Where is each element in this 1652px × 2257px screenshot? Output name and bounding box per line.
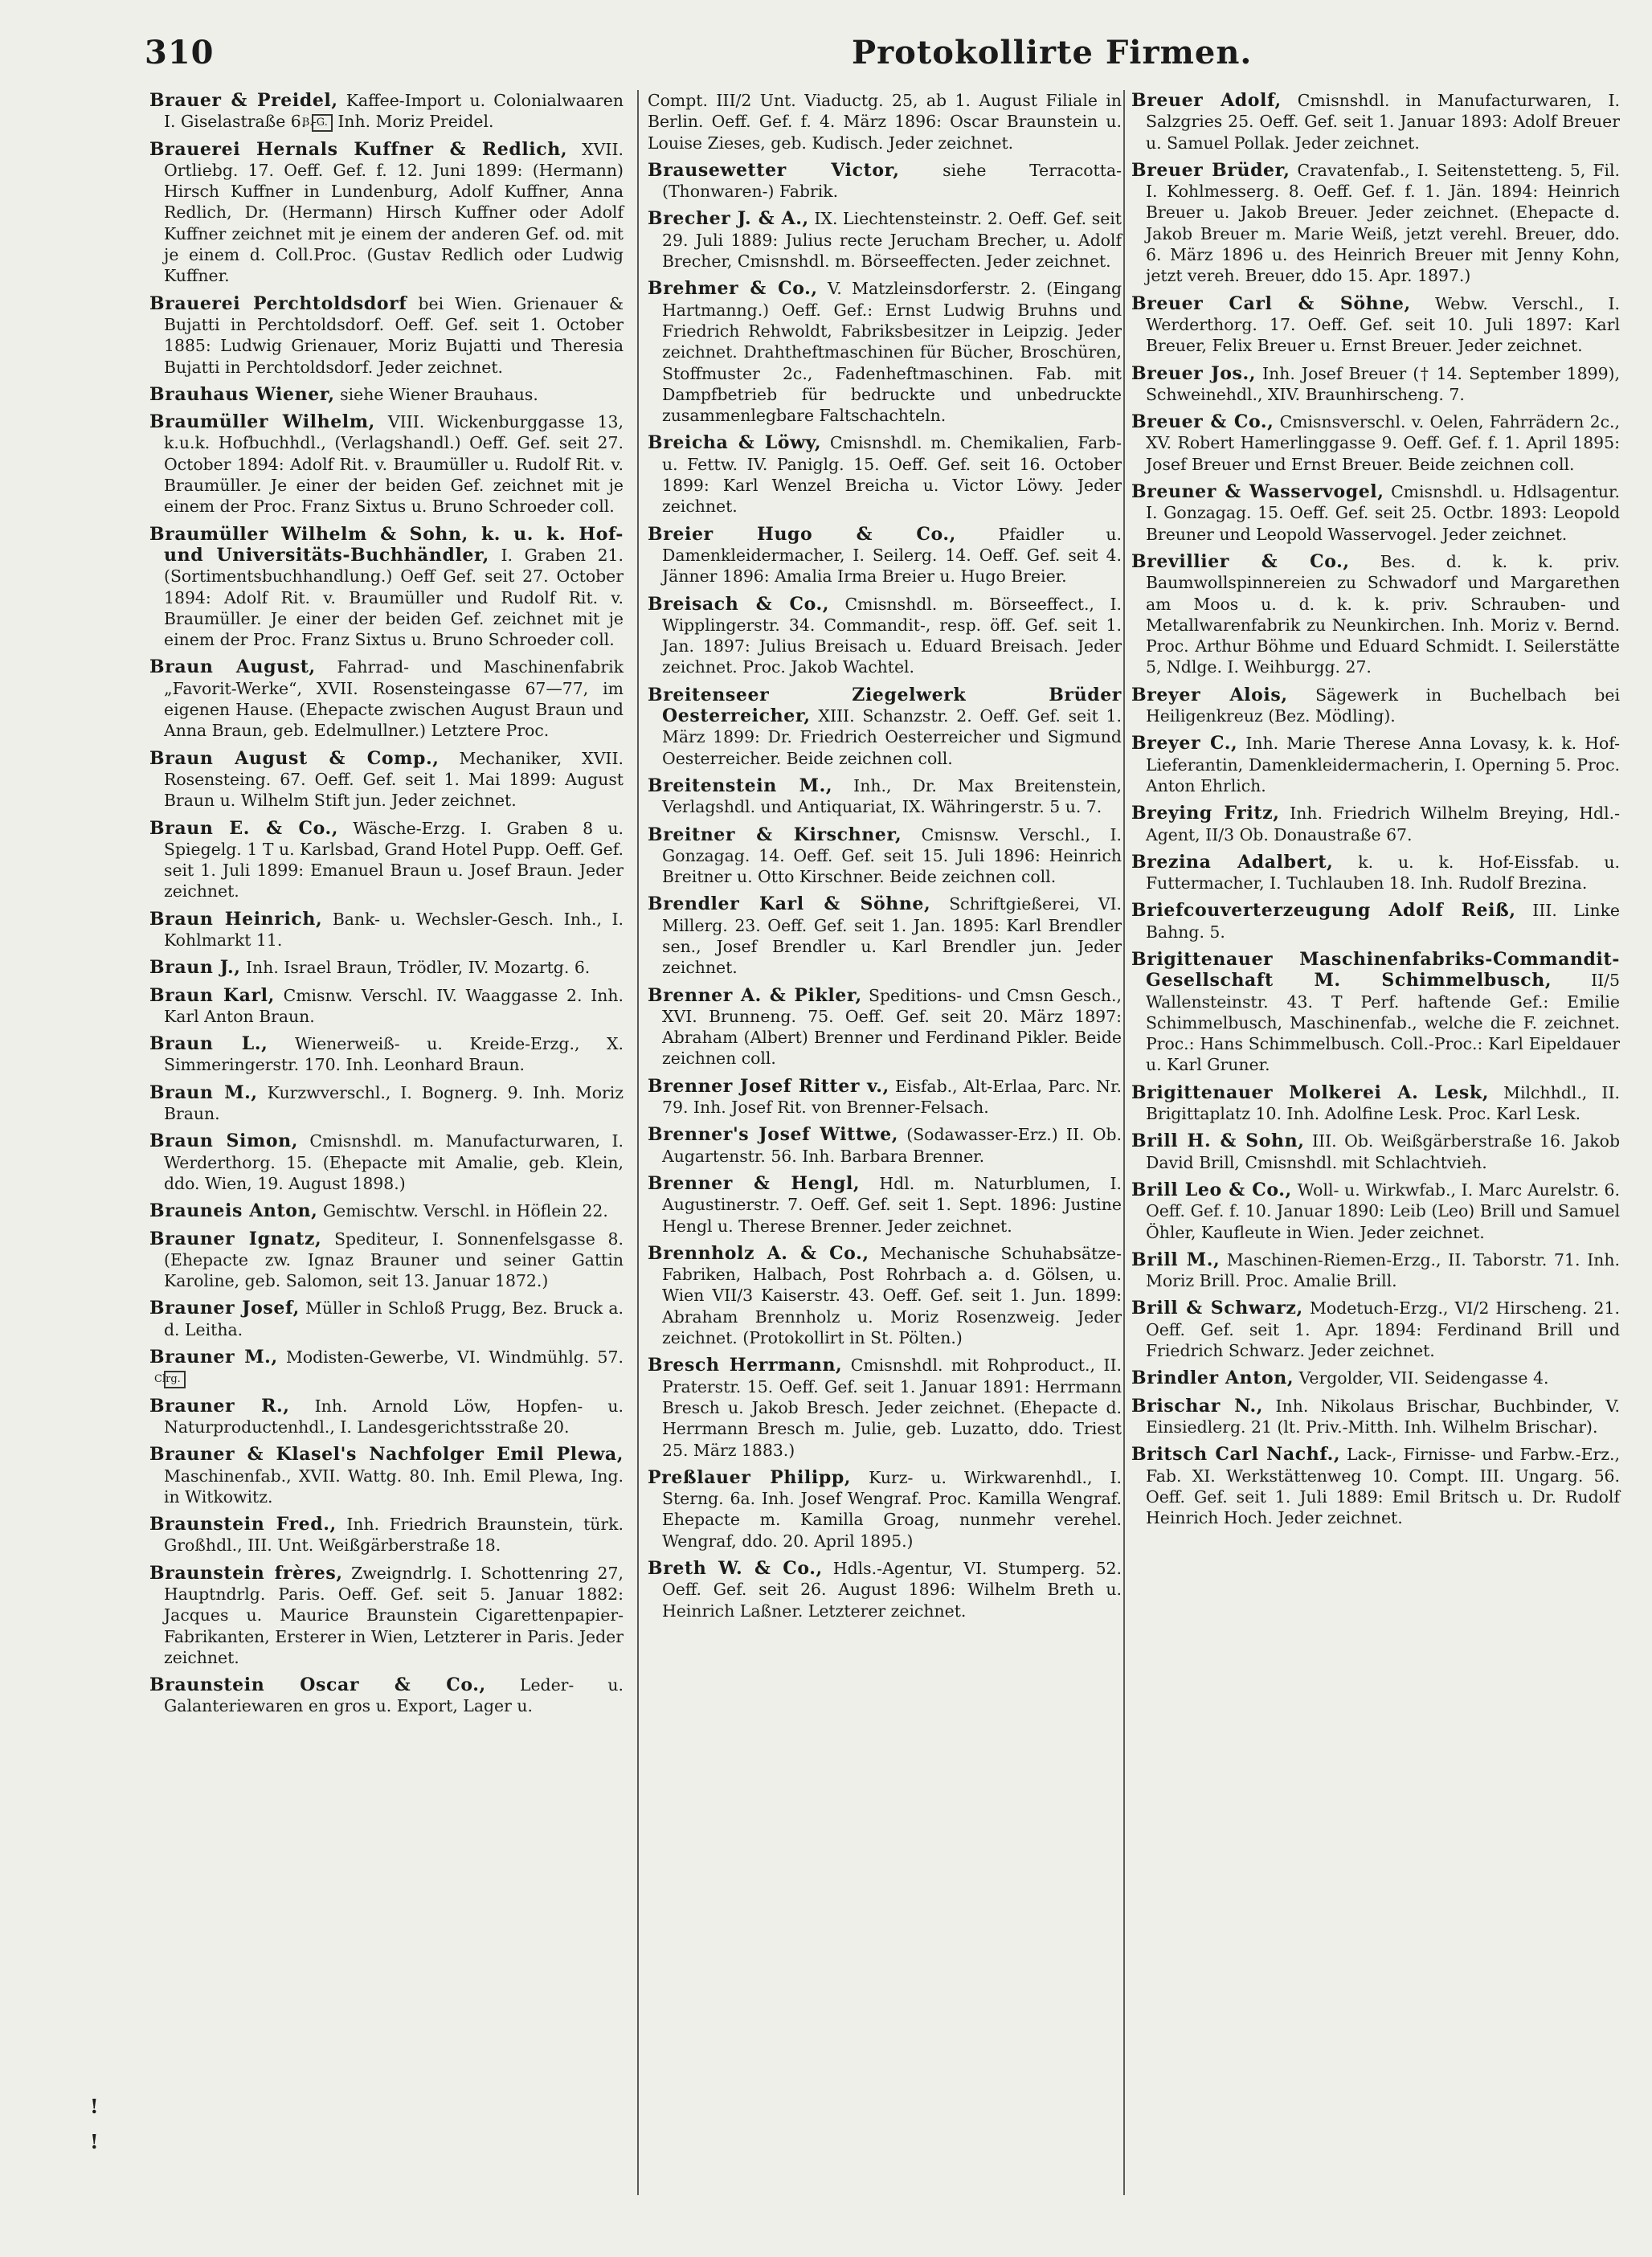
- firm-name: Braun Karl,: [149, 984, 275, 1006]
- directory-entry: [1131, 411, 1620, 475]
- directory-entry: [149, 1444, 624, 1507]
- firm-name: Brill & Schwarz,: [1131, 1298, 1303, 1319]
- directory-entry: [1131, 949, 1620, 1076]
- directory-entry: [1131, 481, 1620, 545]
- directory-entry: [1131, 363, 1620, 406]
- directory-entry: [648, 1124, 1122, 1167]
- firm-details: Inh. Israel Braun, Trödler, IV. Mozartg. 6.: [246, 958, 591, 978]
- directory-entry: [648, 1355, 1122, 1460]
- directory-entry: [149, 524, 624, 651]
- firm-name: Braunstein frères,: [149, 1562, 343, 1584]
- directory-entry: [1131, 160, 1620, 287]
- directory-entry: [1131, 1249, 1620, 1292]
- directory-entry: [149, 139, 624, 287]
- running-title: Protokollirte Firmen.: [852, 34, 1253, 72]
- firm-name: Brauner & Klasel's Nachfolger Emil Plewa,: [149, 1444, 624, 1466]
- firm-details: Inh. Josef Breuer († 14. September 1899), Schweinehdl., XIV. Braunhirscheng. 7.: [1146, 363, 1620, 404]
- directory-entry: [149, 1674, 624, 1717]
- directory-entry: [149, 1514, 624, 1556]
- directory-entry: [648, 824, 1122, 888]
- firm-name: Brenner A. & Pikler,: [648, 984, 862, 1006]
- directory-entry: [1131, 803, 1620, 845]
- firm-details: Schriftgießerei, VI. Millerg. 23. Oeff. Gef. seit 1. Jan. 1895: Karl Brendler sen., Josef Brendler u. Karl Brendler jun. Jeder zeichnet.: [662, 894, 1122, 978]
- firm-name: Brauner M.,: [149, 1347, 278, 1368]
- directory-entry: [648, 685, 1122, 769]
- firm-details: Modisten-Gewerbe, VI. Windmühlg. 57.: [285, 1347, 624, 1368]
- column-rule-right: [1123, 90, 1125, 2195]
- firm-details: Woll- u. Wirkwfab., I. Marc Aurelstr. 6. Oeff. Gef. f. 10. Januar 1890: Leib (Leo) Brill und Samuel Öhler, Kaufleute in Wien. Jeder zeichnet.: [1146, 1180, 1621, 1242]
- firm-details: Cmisnshdl. in Manufacturwaren, I. Salzgries 25. Oeff. Gef. seit 1. Januar 1893: Adolf Breuer u. Samuel Pollak. Jeder zeichnet.: [1146, 91, 1620, 153]
- firm-details: Müller in Schloß Prugg, Bez. Bruck a. d. Leitha.: [164, 1298, 624, 1339]
- firm-details: Milchhdl., II. Brigittaplatz 10. Inh. Adolfine Lesk. Proc. Karl Lesk.: [1146, 1082, 1621, 1124]
- firm-details: Modetuch-Erzg., VI/2 Hirscheng. 21. Oeff. Gef. seit 1. Apr. 1894: Ferdinand Brill und Friedrich Schwarz. Jeder zeichnet.: [1146, 1298, 1620, 1361]
- firm-details: k. u. k. Hof-Eissfab. u. Futtermacher, I. Tuchlauben 18. Inh. Rudolf Brezina.: [1146, 852, 1620, 893]
- firm-name: Brischar N.,: [1131, 1395, 1264, 1417]
- directory-entry: [149, 1131, 624, 1194]
- directory-entry: [1131, 90, 1620, 153]
- firm-name: Brauner Ignatz,: [149, 1228, 322, 1249]
- firm-details: Spediteur, I. Sonnenfelsgasse 8. (Ehepacte zw. Ignaz Brauner und seiner Gattin Karoline, geb. Salomon, seit 13. Januar 1872.): [164, 1229, 624, 1291]
- directory-entry: [648, 775, 1122, 818]
- firm-details: Cmisnsw. Verschl., I. Gonzagag. 14. Oeff. Gef. seit 15. Juli 1896: Heinrich Breitner u. Otto Kirschner. Beide zeichnen coll.: [662, 824, 1122, 887]
- firm-name: Brauhaus Wiener,: [149, 383, 335, 405]
- directory-entry: [149, 1229, 624, 1292]
- firm-details: Compt. III/2 Unt. Viaductg. 25, ab 1. August Filiale in Berlin. Oeff. Gef. f. 4. März 1896: Oscar Braunstein u. Louise Zieses, geb. Kudisch. Jeder zeichnet.: [648, 91, 1122, 153]
- firm-details: Sägewerk in Buchelbach bei Heiligenkreuz (Bez. Mödling).: [1146, 685, 1620, 726]
- firm-name: Breitner & Kirschner,: [648, 824, 902, 845]
- directory-entry: [648, 278, 1122, 426]
- page-header: [145, 34, 1615, 82]
- firm-details: Mechanische Schuhabsätze-Fabriken, Halbach, Post Rohrbach a. d. Gölsen, u. Wien VII/3 Kaiserstr. 43. Oeff. Gef. seit 1. Jun. 1899: Abraham Brennholz u. Moriz Rosenzweig. Jeder zeichnet. (Protokollirt in St. Pölten.): [662, 1243, 1122, 1348]
- firm-details: Kaffee-Import u. Colonialwaaren I. Giselastraße 6.: [164, 91, 624, 132]
- firm-details: Inh. Friedrich Braunstein, türk. Großhdl., III. Unt. Weißgärberstraße 18.: [164, 1515, 624, 1556]
- firm-details: Inh. Friedrich Wilhelm Breying, Hdl.-Agent, II/3 Ob. Donaustraße 67.: [1146, 803, 1620, 844]
- firm-details: Eisfab., Alt-Erlaa, Parc. Nr. 79. Inh. Josef Rit. von Brenner-Felsach.: [662, 1076, 1122, 1118]
- firm-name: Braun E. & Co.,: [149, 817, 339, 839]
- firm-details: Pfaidler u. Damenkleidermacher, I. Seilerg. 14. Oeff. Gef. seit 4. Jänner 1896: Amalia Irma Breier u. Hugo Breier.: [662, 524, 1122, 587]
- directory-entry: [1131, 852, 1620, 894]
- firm-details: Bes. d. k. k. priv. Baumwollspinnereien zu Schwadorf und Margarethen am Moos u. d. k. k. priv. Schrauben- und Metallwarenfabrik zu Neunkirchen. Inh. Moriz v. Bernd. Proc. Arthur Böhme und Eduard Schmidt. I. Seilerstätte 5, Ndlge. I. Weihburgg. 27.: [1146, 551, 1620, 677]
- directory-entry: [1131, 1298, 1620, 1361]
- directory-entry: [648, 1467, 1122, 1552]
- firm-details: Gemischtw. Verschl. in Höflein 22.: [322, 1201, 608, 1221]
- firm-name: Brill H. & Sohn,: [1131, 1131, 1305, 1152]
- firm-details: Wäsche-Erzg. I. Graben 8 u. Spiegelg. 1 T u. Karlsbad, Grand Hotel Pupp. Oeff. Gef. seit 1. Juli 1899: Emanuel Braun u. Josef Braun. Jeder zeichnet.: [164, 818, 624, 902]
- firm-details: Mechaniker, XVII. Rosensteing. 67. Oeff. Gef. seit 1. Mai 1899: August Braun u. Wilhelm Stift jun. Jeder zeichnet.: [164, 748, 624, 811]
- firm-details: siehe Wiener Brauhaus.: [340, 384, 538, 404]
- directory-entry: [149, 90, 624, 133]
- directory-entry: [149, 1200, 624, 1221]
- firm-name: Brindler Anton,: [1131, 1368, 1294, 1389]
- directory-entry: [149, 818, 624, 902]
- firm-details: Hdls.-Agentur, VI. Stumperg. 52. Oeff. Gef. seit 26. August 1896: Wilhelm Breth u. Heinrich Laßner. Letzterer zeichnet.: [662, 1559, 1122, 1621]
- directory-entry: [648, 160, 1122, 202]
- firm-name: Bresch Herrmann,: [648, 1355, 843, 1376]
- firm-details: V. Matzleinsdorferstr. 2. (Eingang Hartmanng.) Oeff. Gef.: Ernst Ludwig Bruhns und Friedrich Rehwoldt, Fabriksbesitzer in Leipzig. Jeder zeichnet. Drahtheftmaschinen für Bücher, Broschüren, Stoffmuster 2c., Fadenheftmaschinen. Fab. mit Dampfbetrieb für bedruckte und unbedruckte zusammenlegbare Faltschachteln.: [662, 279, 1122, 426]
- firm-details: II/5 Wallensteinstr. 43. T Perf. haftende Gef.: Emilie Schimmelbusch, Maschinenfab., welche die F. zeichnet. Proc.: Hans Schimmelbusch. Coll.-Proc.: Karl Eipeldauer u. Karl Gruner.: [1146, 971, 1621, 1075]
- firm-details: (Sodawasser-Erz.) II. Ob. Augartenstr. 56. Inh. Barbara Brenner.: [662, 1125, 1122, 1166]
- firm-details: III. Ob. Weißgärberstraße 16. Jakob David Brill, Cmisnshdl. mit Schlachtvieh.: [1146, 1131, 1620, 1172]
- firm-name: Brigittenauer Maschinenfabriks-Commandit-Gesellschaft M. Schimmelbusch,: [1131, 948, 1620, 992]
- directory-entry: [149, 656, 624, 741]
- firm-name: Breth W. & Co.,: [648, 1558, 823, 1579]
- firm-name: Breuer & Co.,: [1131, 411, 1274, 433]
- firm-details: Hdl. m. Naturblumen, I. Augustinerstr. 7. Oeff. Gef. seit 1. Sept. 1896: Justine Hengl u. Therese Brenner. Jeder zeichnet.: [662, 1173, 1122, 1236]
- firm-name: Breuner & Wasservogel,: [1131, 481, 1384, 503]
- firm-name: Brill Leo & Co.,: [1131, 1179, 1292, 1200]
- firm-name: Breuer Brüder,: [1131, 159, 1290, 181]
- firm-details: Kurzwverschl., I. Bognerg. 9. Inh. Moriz Braun.: [164, 1082, 624, 1124]
- firm-details: Cmisnshdl. m. Börseeffect., I. Wipplingerstr. 34. Commandit-, resp. öff. Gef. seit 1. Jan. 1897: Julius Breisach u. Eduard Breisach. Jeder zeichnet. Proc. Jakob Wachtel.: [662, 594, 1122, 677]
- firm-name: Brauner R.,: [149, 1395, 290, 1417]
- directory-entry: [1131, 1180, 1620, 1243]
- firm-name: Braun August,: [149, 656, 316, 678]
- firm-details: Wienerweiß- u. Kreide-Erzg., X. Simmeringerstr. 170. Inh. Leonhard Braun.: [164, 1034, 624, 1075]
- directory-entry: [648, 594, 1122, 678]
- directory-entry: [1131, 1082, 1620, 1125]
- firm-details: III. Linke Bahng. 5.: [1146, 901, 1620, 942]
- directory-entry: [648, 524, 1122, 587]
- firm-name: Braumüller Wilhelm & Sohn, k. u. k. Hof- und Universitäts-Buchhändler,: [149, 523, 624, 566]
- firm-details: XVII. Ortliebg. 17. Oeff. Gef. f. 12. Juni 1899: (Hermann) Hirsch Kuffner in Lundenburg, Adolf Kuffner, Anna Redlich, Dr. (Hermann) Hirsch Kuffner oder Adolf Kuffner zeichnet mit je einem der anderen Gef. od. mit je einem d. Coll.Proc. (Gustav Redlich oder Ludwig Kuffner.: [164, 139, 624, 286]
- firm-details: Cmisnshdl. mit Rohproduct., II. Praterstr. 15. Oeff. Gef. seit 1. Januar 1891: Herrmann Bresch u. Jakob Bresch. Jeder zeichnet. (Ehepacte d. Herrmann Bresch m. Julie, geb. Luzatto, ddo. Triest 25. März 1883.): [662, 1355, 1122, 1460]
- firm-name: Braunstein Oscar & Co.,: [149, 1674, 486, 1696]
- column-middle: [648, 90, 1122, 1628]
- directory-entry: [1131, 1396, 1620, 1438]
- directory-entry: [149, 748, 624, 812]
- firm-details: Speditions- und Cmsn Gesch., XVI. Brunneng. 75. Oeff. Gef. seit 20. März 1897: Abraham (Albert) Brenner und Ferdinand Pikler. Beide zeichnen coll.: [662, 985, 1122, 1069]
- directory-entry: [1131, 685, 1620, 727]
- page-number: 310: [145, 34, 215, 72]
- firm-details: Maschinen-Riemen-Erzg., II. Taborstr. 71. Inh. Moriz Brill. Proc. Amalie Brill.: [1146, 1249, 1620, 1291]
- firm-details: I. Graben 21. (Sortimentsbuchhandlung.) Oeff Gef. seit 27. October 1894: Adolf Rit. v. Braumüller und Rudolf Rit. v. Braumüller. Je einer der beiden Gef. zeichnet mit je einem der Proc. Franz Sixtus u. Bruno Schroeder coll.: [164, 545, 624, 650]
- firm-name: Breitenstein M.,: [648, 775, 833, 796]
- firm-name: Braun Simon,: [149, 1131, 299, 1152]
- firm-name: Breitenseer Ziegelwerk Brüder Oesterreicher,: [648, 684, 1122, 727]
- directory-entry: [1131, 293, 1620, 357]
- firm-name: Braun Heinrich,: [149, 908, 323, 930]
- firm-name: Breicha & Löwy,: [648, 432, 822, 454]
- directory-entry: [1131, 1131, 1620, 1173]
- registry-badge: B.-G.: [312, 114, 333, 132]
- firm-details: Cmisnshdl. m. Manufacturwaren, I. Werderthorg. 15. (Ehepacte mit Amalie, geb. Klein, ddo. Wien, 19. August 1898.): [164, 1131, 624, 1193]
- firm-name: Braun M.,: [149, 1081, 258, 1103]
- column-right: [1131, 90, 1620, 1535]
- firm-details: Cravatenfab., I. Seitenstetteng. 5, Fil. I. Kohlmesserg. 8. Oeff. Gef. f. 1. Jän. 1894: Heinrich Breuer u. Jakob Breuer. Jeder zeichnet. (Ehepacte d. Jakob Breuer m. Marie Weiß, jetzt verehl. Breuer, ddo. 6. März 1896 u. des Heinrich Breuer mit Jenny Kohn, jetzt vereh. Breuer, ddo 15. Apr. 1897.): [1146, 160, 1620, 286]
- directory-entry: [149, 293, 624, 378]
- firm-name: Brenner's Josef Wittwe,: [648, 1124, 899, 1146]
- margin-marks: ! !: [90, 2095, 99, 2153]
- registry-badge: Clrg.: [164, 1371, 186, 1388]
- firm-name: Braun L.,: [149, 1033, 268, 1055]
- firm-name: Brauerei Hernals Kuffner & Redlich,: [149, 138, 568, 160]
- directory-entry: [149, 957, 624, 978]
- firm-details: Kurz- u. Wirkwarenhdl., I. Sterng. 6a. Inh. Josef Wengraf. Proc. Kamilla Wengraf. Ehepacte m. Kamilla Groag, nunmehr verehel. Wengraf, ddo. 20. April 1895.): [662, 1467, 1122, 1551]
- firm-name: Preßlauer Philipp,: [648, 1466, 852, 1488]
- firm-name: Brenner & Hengl,: [648, 1172, 861, 1194]
- directory-entry: [648, 1558, 1122, 1621]
- firm-name: Brill M.,: [1131, 1249, 1221, 1270]
- firm-name: Brezina Adalbert,: [1131, 851, 1334, 873]
- firm-name: Braumüller Wilhelm,: [149, 411, 375, 433]
- firm-details: siehe Terracotta- (Thonwaren-) Fabrik.: [662, 160, 1122, 202]
- firm-name: Brigittenauer Molkerei A. Lesk,: [1131, 1081, 1489, 1103]
- directory-entry: [1131, 551, 1620, 678]
- directory-entry: [149, 985, 624, 1028]
- directory-entry: [648, 1243, 1122, 1348]
- firm-name: Briefcouverterzeugung Adolf Reiß,: [1131, 900, 1516, 922]
- firm-details: Cmisnsverschl. v. Oelen, Fahrrädern 2c., XV. Robert Hamerlinggasse 9. Oeff. Gef. f. 1. April 1895: Josef Breuer und Ernst Breuer. Beide zeichnen coll.: [1146, 412, 1620, 474]
- directory-entry: [149, 1033, 624, 1076]
- firm-name: Brauer & Preidel,: [149, 90, 338, 111]
- firm-name: Braun August & Comp.,: [149, 747, 440, 769]
- firm-name: Brehmer & Co.,: [648, 278, 818, 300]
- firm-name: Braunstein Fred.,: [149, 1514, 337, 1535]
- firm-name: Breuer Adolf,: [1131, 90, 1282, 111]
- firm-details: Vergolder, VII. Seidengasse 4.: [1298, 1368, 1549, 1388]
- firm-name: Breyer Alois,: [1131, 684, 1288, 705]
- firm-name: Brendler Karl & Söhne,: [648, 893, 931, 915]
- firm-details-continued: Inh. Moriz Preidel.: [337, 112, 494, 132]
- directory-entry: [149, 1396, 624, 1438]
- firm-details: Cmisnw. Verschl. IV. Waaggasse 2. Inh. Karl Anton Braun.: [164, 985, 624, 1026]
- firm-details: Lack-, Firnisse- und Farbw.-Erz., Fab. XI. Werkstättenweg 10. Compt. III. Ungarg. 56. Oeff. Gef. seit 1. Juli 1889: Emil Britsch u. Dr. Rudolf Heinrich Hoch. Jeder zeichnet.: [1146, 1445, 1621, 1528]
- firm-details: Cmisnshdl. m. Chemikalien, Farb- u. Fettw. IV. Paniglg. 15. Oeff. Gef. seit 16. October 1899: Karl Wenzel Breicha u. Victor Löwy. Jeder zeichnet.: [662, 433, 1122, 517]
- firm-name: Brauneis Anton,: [149, 1200, 318, 1222]
- firm-name: Brennholz A. & Co.,: [648, 1242, 869, 1264]
- firm-details: IX. Liechtensteinstr. 2. Oeff. Gef. seit 29. Juli 1889: Julius recte Jerucham Brecher, u. Adolf Brecher, Cmisnshdl. m. Börseeffecten. Jeder zeichnet.: [662, 209, 1122, 272]
- firm-details: VIII. Wickenburggasse 13, k.u.k. Hofbuchhdl., (Verlagshandl.) Oeff. Gef. seit 27. October 1894: Adolf Rit. v. Braumüller u. Rudolf Rit. v. Braumüller. Je einer der beiden Gef. zeichnet mit je einem der Proc. Franz Sixtus u. Bruno Schroeder coll.: [164, 412, 624, 517]
- firm-name: Brausewetter Victor,: [648, 159, 900, 181]
- firm-name: Britsch Carl Nachf.,: [1131, 1444, 1341, 1466]
- directory-entry: [149, 384, 624, 405]
- firm-details: Zweigndrlg. I. Schottenring 27, Hauptndrlg. Paris. Oeff. Gef. seit 5. Januar 1882: Jacques u. Maurice Braunstein Cigarettenpapier-Fabrikanten, Ersterer in Wien, Letzterer in Paris. Jeder zeichnet.: [164, 1563, 624, 1667]
- directory-entry: [648, 208, 1122, 272]
- firm-name: Brevillier & Co.,: [1131, 550, 1350, 572]
- directory-entry: [149, 1563, 624, 1668]
- directory-entry: [1131, 1444, 1620, 1528]
- firm-name: Brauner Josef,: [149, 1298, 300, 1319]
- directory-entry: [648, 893, 1122, 978]
- firm-details: Inh. Arnold Löw, Hopfen- u. Naturproductenhdl., I. Landesgerichtsstraße 20.: [164, 1396, 624, 1437]
- directory-entry: [648, 985, 1122, 1069]
- directory-entry: [648, 432, 1122, 517]
- firm-details: Inh., Dr. Max Breitenstein, Verlagshdl. und Antiquariat, IX. Währingerstr. 5 u. 7.: [662, 775, 1122, 817]
- directory-entry: [1131, 1368, 1620, 1388]
- firm-details: bei Wien. Grienauer & Bujatti in Perchtoldsdorf. Oeff. Gef. seit 1. October 1885: Ludwig Grienauer, Moriz Bujatti und Theresia Bujatti in Perchtoldsdorf. Jeder zeichnet.: [164, 293, 624, 377]
- directory-entry: [648, 90, 1122, 153]
- firm-details: Cmisnshdl. u. Hdlsagentur. I. Gonzagag. 15. Oeff. Gef. seit 25. Octbr. 1893: Leopold Breuner und Leopold Wasservogel. Jeder zeichnet.: [1146, 482, 1620, 544]
- directory-entry: [149, 1347, 624, 1389]
- directory-entry: [149, 1082, 624, 1125]
- directory-entry: [648, 1173, 1122, 1237]
- directory-entry: [149, 1298, 624, 1340]
- firm-details: Webw. Verschl., I. Werderthorg. 17. Oeff. Gef. seit 10. Juli 1897: Karl Breuer, Felix Breuer u. Ernst Breuer. Jeder zeichnet.: [1146, 293, 1620, 356]
- firm-details: Inh. Marie Therese Anna Lovasy, k. k. Hof-Lieferantin, Damenkleidermacherin, I. Operning 5. Proc. Anton Ehrlich.: [1146, 734, 1620, 795]
- firm-name: Brecher J. & A.,: [648, 208, 809, 230]
- firm-details: XIII. Schanzstr. 2. Oeff. Gef. seit 1. März 1899: Dr. Friedrich Oesterreicher und Sigmund Oesterreicher. Beide zeichnen coll.: [662, 706, 1122, 768]
- column-rule-left: [637, 90, 639, 2195]
- firm-details: Bank- u. Wechsler-Gesch. Inh., I. Kohlmarkt 11.: [164, 909, 624, 950]
- directory-entry: [648, 1076, 1122, 1118]
- directory-entry: [1131, 733, 1620, 796]
- firm-name: Breisach & Co.,: [648, 593, 829, 615]
- directory-entry: [1131, 900, 1620, 942]
- directory-entry: [149, 909, 624, 951]
- firm-name: Breuer Jos.,: [1131, 362, 1256, 384]
- firm-details: Inh. Nikolaus Brischar, Buchbinder, V. Einsiedlerg. 21 (lt. Priv.-Mitth. Inh. Wilhelm Brischar).: [1146, 1396, 1620, 1437]
- firm-details: Fahrrad- und Maschinenfabrik „Favorit-Werke“, XVII. Rosensteingasse 67—77, im eigenen Hause. (Ehepacte zwischen August Braun und Anna Braun, geb. Edelmullner.) Letztere Proc.: [164, 657, 624, 741]
- firm-name: Brauerei Perchtoldsdorf: [149, 292, 407, 314]
- firm-name: Braun J.,: [149, 957, 241, 979]
- firm-name: Breier Hugo & Co.,: [648, 523, 956, 545]
- firm-details: Maschinenfab., XVII. Wattg. 80. Inh. Emil Plewa, Ing. in Witkowitz.: [164, 1466, 624, 1507]
- column-left: [149, 90, 624, 1723]
- firm-name: Breuer Carl & Söhne,: [1131, 292, 1411, 314]
- firm-name: Brenner Josef Ritter v.,: [648, 1075, 889, 1097]
- firm-name: Breyer C.,: [1131, 733, 1238, 754]
- firm-name: Breying Fritz,: [1131, 803, 1280, 824]
- directory-entry: [149, 411, 624, 517]
- firm-details: Leder- u. Galanteriewaren en gros u. Export, Lager u.: [164, 1675, 624, 1716]
